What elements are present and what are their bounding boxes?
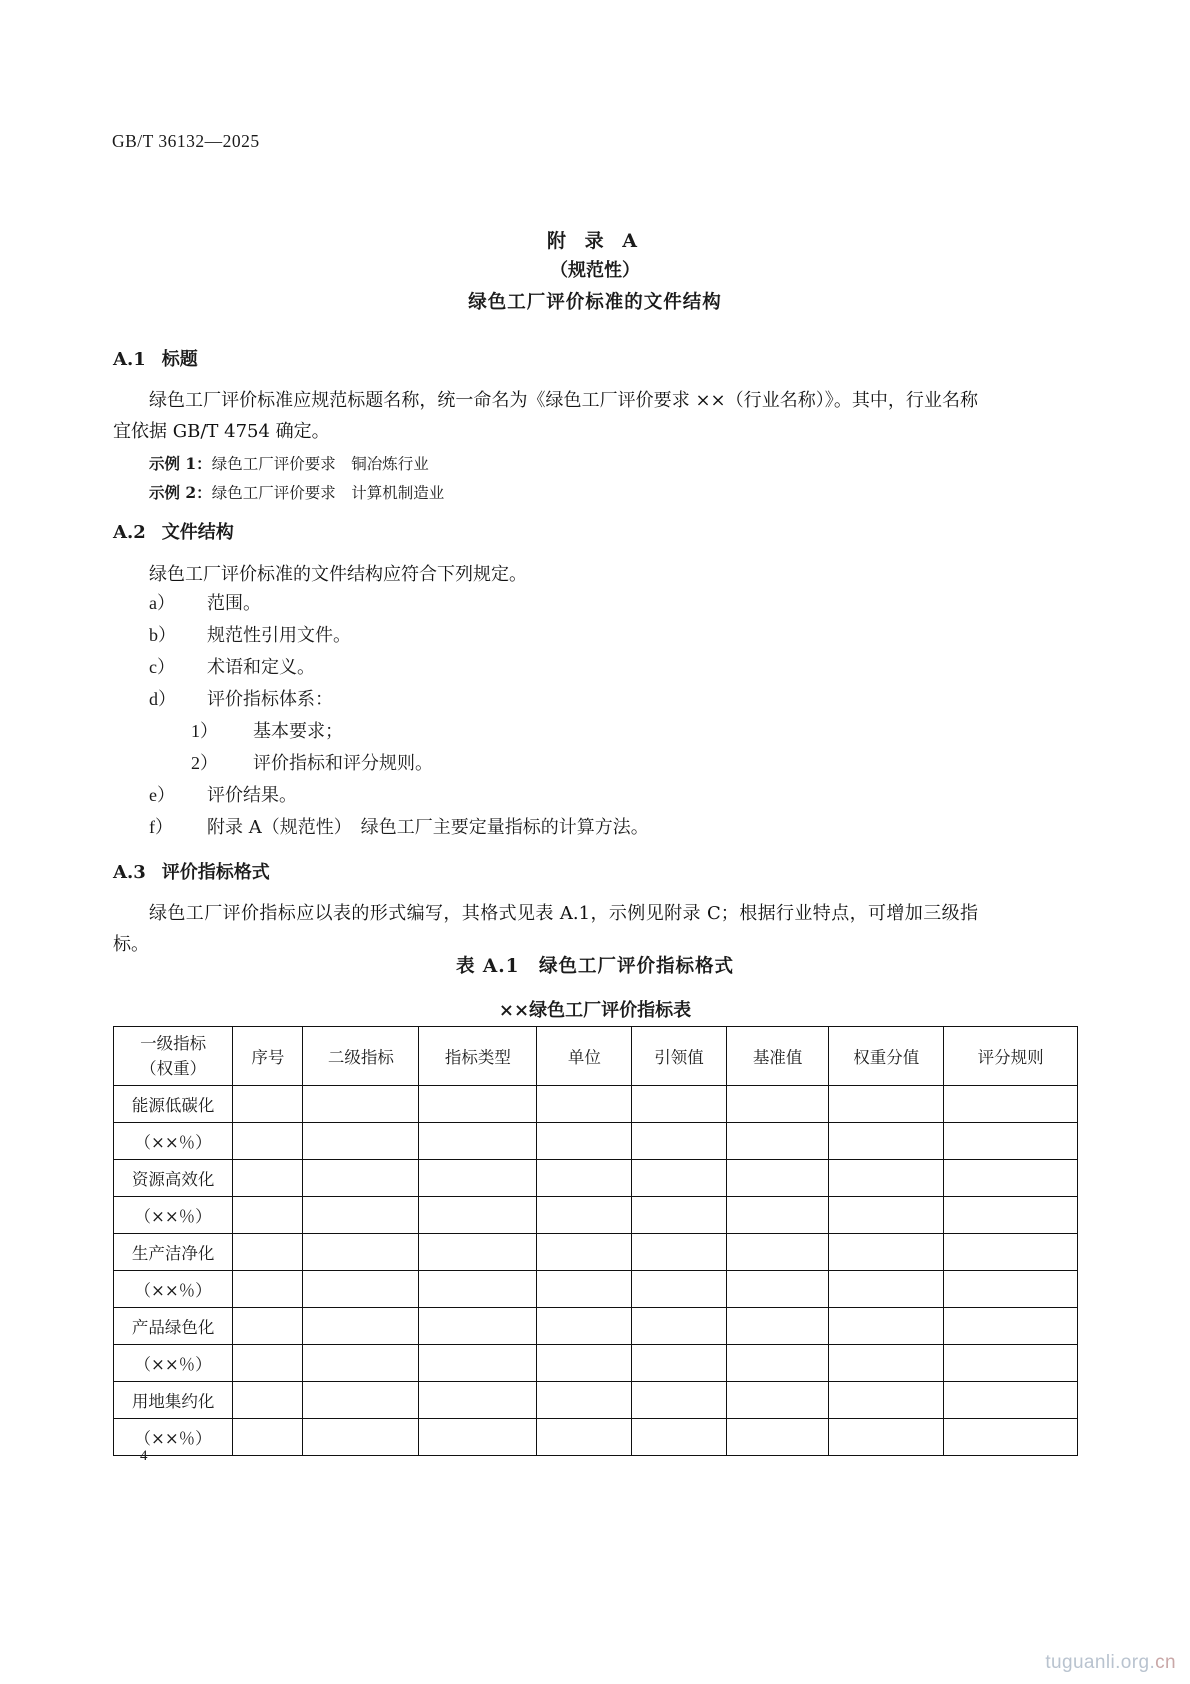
cell [419, 1086, 537, 1123]
cell [829, 1419, 944, 1456]
cell [419, 1160, 537, 1197]
section-title-a2: 文件结构 [161, 522, 234, 543]
cell [233, 1160, 303, 1197]
cell [537, 1345, 632, 1382]
list-item-e-label: e） [149, 785, 175, 805]
cell [233, 1382, 303, 1419]
cell [726, 1345, 829, 1382]
table-row [114, 1308, 1078, 1345]
cell [726, 1382, 829, 1419]
cell [303, 1234, 419, 1271]
table-subcaption: ××绿色工厂评价指标表 [498, 1000, 692, 1021]
cell [726, 1160, 829, 1197]
section-title-a3: 评价指标格式 [161, 862, 270, 883]
cell [726, 1086, 829, 1123]
row-label-energy: 能源低碳化 [114, 1086, 233, 1123]
cell [944, 1345, 1078, 1382]
list-item-d2-text: 评价指标和评分规则。 [253, 753, 433, 774]
cell [303, 1419, 419, 1456]
indicator-table [113, 1026, 1078, 1456]
row-label-production: 生产洁净化 [114, 1234, 233, 1271]
cell [303, 1160, 419, 1197]
section-number-a1: A.1 [113, 349, 146, 370]
list-item-f [149, 813, 649, 839]
list-item-d [149, 685, 333, 711]
cell [632, 1345, 727, 1382]
cell [944, 1419, 1078, 1456]
cell [829, 1197, 944, 1234]
table-col-header-leading-value: 引领值 [632, 1027, 727, 1086]
list-item-c-text: 术语和定义。 [207, 657, 315, 678]
table-col-header-primary-line1: 一级指标 [140, 1034, 207, 1053]
row-label-product-weight: （××％） [114, 1345, 233, 1382]
section-heading-a3 [113, 858, 270, 884]
cell [537, 1086, 632, 1123]
section-number-a2: A.2 [113, 522, 146, 543]
table-header-row [114, 1027, 1078, 1086]
cell [233, 1419, 303, 1456]
cell [537, 1419, 632, 1456]
cell [419, 1271, 537, 1308]
list-item-d-label: d） [149, 689, 176, 709]
cell [233, 1086, 303, 1123]
watermark [1045, 1652, 1176, 1674]
table-row [114, 1419, 1078, 1456]
cell [726, 1123, 829, 1160]
cell [537, 1197, 632, 1234]
cell [419, 1419, 537, 1456]
cell [726, 1271, 829, 1308]
cell [632, 1123, 727, 1160]
list-item-a [149, 589, 261, 615]
list-item-e [149, 781, 297, 807]
cell [303, 1308, 419, 1345]
example-2-text: 绿色工厂评价要求 计算机制造业 [211, 484, 445, 502]
example-1-label: 示例 1： [149, 454, 212, 473]
cell [829, 1308, 944, 1345]
cell [632, 1419, 727, 1456]
paragraph-a3: 绿色工厂评价指标应以表的形式编写，其格式见表 A.1，示例见附录 C；根据行业特点，可增加三级指标。 [113, 903, 978, 955]
section-heading-a2 [113, 518, 234, 544]
cell [632, 1382, 727, 1419]
cell [829, 1123, 944, 1160]
list-item-d1 [191, 717, 343, 743]
cell [944, 1308, 1078, 1345]
row-label-product: 产品绿色化 [114, 1308, 233, 1345]
cell [944, 1234, 1078, 1271]
list-item-d1-label: 1） [191, 721, 218, 741]
cell [537, 1160, 632, 1197]
cell [726, 1419, 829, 1456]
cell [537, 1382, 632, 1419]
section-number-a3: A.3 [113, 862, 146, 883]
cell [632, 1197, 727, 1234]
cell [233, 1123, 303, 1160]
cell [419, 1308, 537, 1345]
table-row [114, 1160, 1078, 1197]
list-item-f-label: f） [149, 817, 173, 837]
row-label-land-weight: （××％） [114, 1419, 233, 1456]
cell [829, 1271, 944, 1308]
list-item-d2 [191, 749, 433, 775]
cell [944, 1086, 1078, 1123]
cell [944, 1271, 1078, 1308]
example-1-text: 绿色工厂评价要求 铜冶炼行业 [211, 455, 429, 473]
cell [829, 1234, 944, 1271]
standard-number: GB/T 36132—2025 [112, 131, 260, 151]
cell [419, 1234, 537, 1271]
paragraph-a2: 绿色工厂评价标准的文件结构应符合下列规定。 [149, 564, 527, 585]
cell [303, 1271, 419, 1308]
example-2-label: 示例 2： [149, 483, 212, 502]
list-item-b-text: 规范性引用文件。 [207, 625, 351, 646]
row-label-resource: 资源高效化 [114, 1160, 233, 1197]
table-row [114, 1234, 1078, 1271]
cell [303, 1197, 419, 1234]
cell [233, 1308, 303, 1345]
cell [632, 1086, 727, 1123]
cell [419, 1123, 537, 1160]
cell [944, 1123, 1078, 1160]
table-row [114, 1271, 1078, 1308]
table-row [114, 1123, 1078, 1160]
table-col-header-primary-line2: （权重） [140, 1059, 207, 1078]
cell [303, 1382, 419, 1419]
cell [944, 1382, 1078, 1419]
watermark-main: tuguanli.org. [1045, 1652, 1156, 1673]
cell [419, 1197, 537, 1234]
section-heading-a1 [113, 345, 198, 371]
cell [537, 1271, 632, 1308]
annex-subtitle: （规范性） [550, 260, 640, 281]
table-row [114, 1197, 1078, 1234]
annex-title: 附 录 A [547, 230, 643, 252]
annex-name: 绿色工厂评价标准的文件结构 [468, 292, 722, 313]
list-item-c-label: c） [149, 657, 175, 677]
list-item-e-text: 评价结果。 [207, 785, 297, 806]
cell [419, 1382, 537, 1419]
cell [726, 1197, 829, 1234]
list-item-c [149, 653, 315, 679]
cell [944, 1160, 1078, 1197]
cell [829, 1345, 944, 1382]
cell [233, 1197, 303, 1234]
table-row [114, 1086, 1078, 1123]
cell [829, 1086, 944, 1123]
table-col-header-primary [114, 1027, 233, 1086]
table-col-header-baseline-value: 基准值 [726, 1027, 829, 1086]
list-item-f-text: 附录 A（规范性） 绿色工厂主要定量指标的计算方法。 [207, 817, 649, 838]
cell [419, 1345, 537, 1382]
table-col-header-weight-score: 权重分值 [829, 1027, 944, 1086]
cell [944, 1197, 1078, 1234]
table-caption: 表 A.1 绿色工厂评价指标格式 [455, 956, 735, 977]
list-item-a-text: 范围。 [207, 593, 261, 614]
cell [537, 1308, 632, 1345]
section-title-a1: 标题 [161, 349, 198, 370]
cell [632, 1308, 727, 1345]
cell [233, 1234, 303, 1271]
list-item-b [149, 621, 351, 647]
cell [632, 1234, 727, 1271]
watermark-cn: cn [1155, 1652, 1176, 1673]
example-1 [149, 452, 429, 474]
cell [537, 1234, 632, 1271]
cell [632, 1271, 727, 1308]
table-row [114, 1345, 1078, 1382]
cell [233, 1345, 303, 1382]
cell [303, 1345, 419, 1382]
cell [303, 1123, 419, 1160]
table-col-header-type: 指标类型 [419, 1027, 537, 1086]
cell [303, 1086, 419, 1123]
list-item-a-label: a） [149, 593, 175, 613]
cell [829, 1160, 944, 1197]
page-number: 4 [140, 1448, 148, 1464]
table-col-header-scoring-rule: 评分规则 [944, 1027, 1078, 1086]
table-col-header-secondary: 二级指标 [303, 1027, 419, 1086]
table-row [114, 1382, 1078, 1419]
row-label-energy-weight: （××％） [114, 1123, 233, 1160]
row-label-resource-weight: （××％） [114, 1197, 233, 1234]
example-2 [149, 481, 444, 503]
cell [726, 1308, 829, 1345]
list-item-d-text: 评价指标体系： [207, 689, 333, 710]
table-col-header-index: 序号 [233, 1027, 303, 1086]
cell [829, 1382, 944, 1419]
row-label-land: 用地集约化 [114, 1382, 233, 1419]
row-label-production-weight: （××％） [114, 1271, 233, 1308]
cell [726, 1234, 829, 1271]
cell [233, 1271, 303, 1308]
list-item-d2-label: 2） [191, 753, 218, 773]
cell [537, 1123, 632, 1160]
list-item-b-label: b） [149, 625, 176, 645]
paragraph-a1: 绿色工厂评价标准应规范标题名称，统一命名为《绿色工厂评价要求 ××（行业名称）》。其中，行业名称宜依据 GB/T 4754 确定。 [113, 390, 978, 442]
list-item-d1-text: 基本要求； [253, 721, 343, 742]
cell [632, 1160, 727, 1197]
table-col-header-unit: 单位 [537, 1027, 632, 1086]
